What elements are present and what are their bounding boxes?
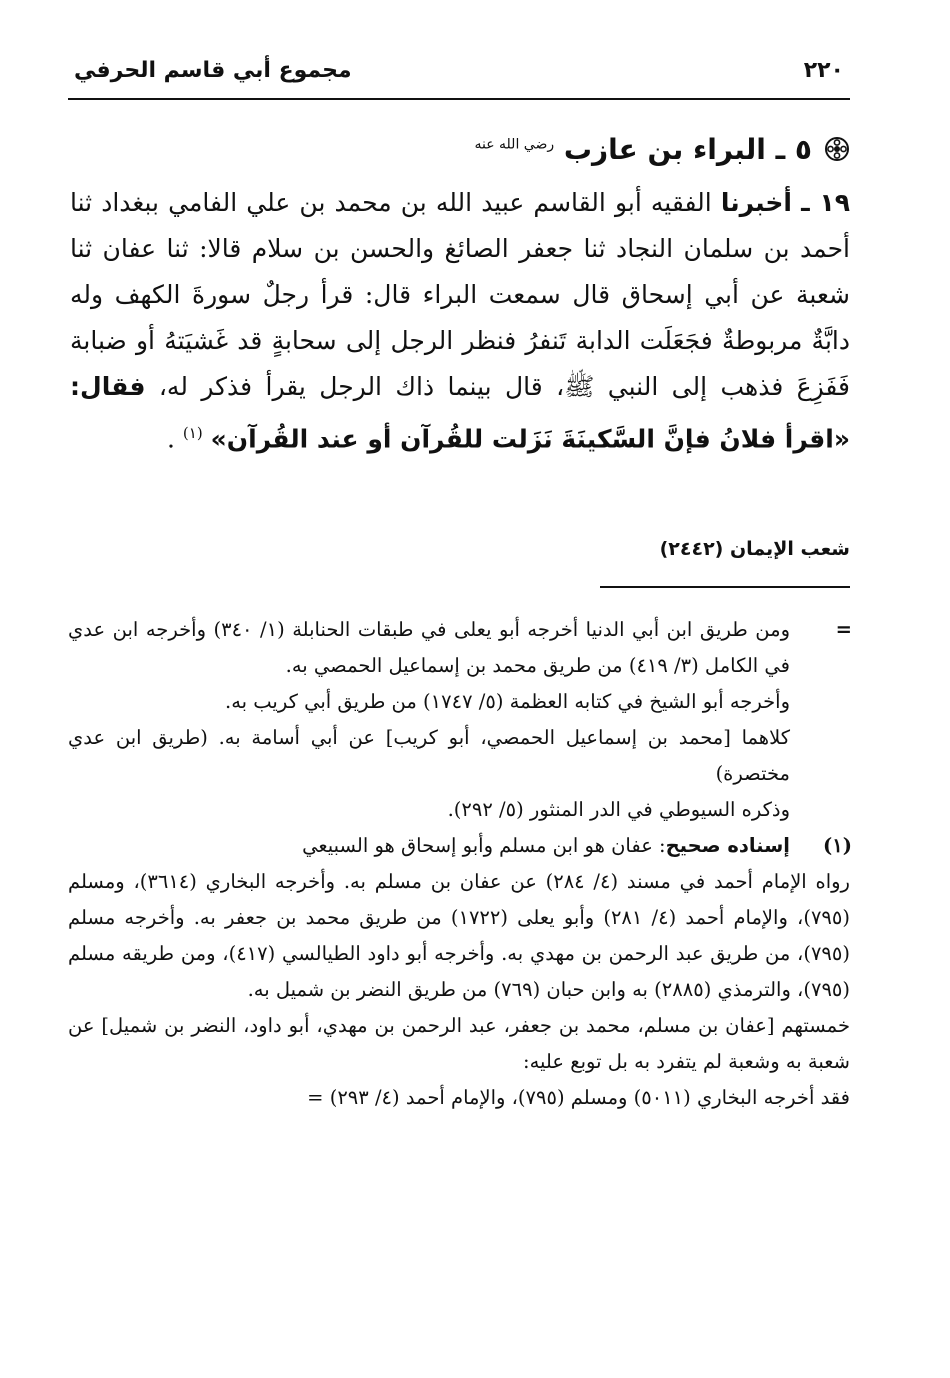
footnote-paragraph: وذكره السيوطي في الدر المنثور (٥/ ٢٩٢). — [447, 798, 790, 821]
hadith-end: . — [167, 424, 175, 454]
footnote-bold-lead: إسناده صحيح — [665, 834, 790, 857]
footnote-paragraph: رواه الإمام أحمد في مسند (٤/ ٢٨٤) عن عفان بن مسلم به. وأخرجه البخاري (٣٦١٤)، ومسلم (٧٩٥)، والإمام أحمد (٤/ ٢٨١) وأبو يعلى (١٧٢٢) من طريق محمد بن جعفر به. وأخرجه مسلم (٧٩٥)، من طريق عبد الرحمن بن مهدي به. وأخرجه أبو داود الطيالسي (٤١٧)، ومن طريقه مسلم (٧٩٥)، والترمذي (٢٨٨٥) به وابن حبان (٧٦٩) من طريق النضر بن شميل به. — [68, 870, 850, 1001]
footnotes — [68, 612, 850, 1116]
page-number: ٢٢٠ — [803, 58, 844, 83]
footnote-number: (١) — [823, 834, 852, 857]
honorific-mark: رضي الله عنه — [474, 136, 555, 153]
hadith-text — [70, 180, 850, 462]
footnote-1-body — [68, 864, 850, 1116]
footnote-paragraph: خمستهم [عفان بن مسلم، محمد بن جعفر، عبد الرحمن بن مهدي، أبو داود، النضر بن شميل] عن شعبة به وشعبة لم يتفرد به بل توبع عليه: — [68, 1014, 850, 1073]
hadith-lead: أخبرنا — [720, 188, 792, 217]
running-title: مجموع أبي قاسم الحرفي — [74, 58, 352, 83]
hadith-quote: «اقرأ فلانُ فإنَّ السَّكينَةَ نَزَلت للقُرآن أو عند القُرآن» — [210, 424, 850, 454]
hadith-body: الفقيه أبو القاسم عبيد الله بن محمد بن علي الفامي ببغداد ثنا أحمد بن سلمان النجاد ثنا جعفر الصائغ والحسن بن سلام قالا: ثنا عفان ثنا شعبة عن أبي إسحاق قال سمعت البراء قال: قرأ رجلٌ سورةَ الكهف وله دابَّةٌ مربوطةٌ فجَعَلَت الدابة تَنفرُ فنظر الرجل إلى سحابةٍ قد غَشيَتهُ أو ضبابة فَفَزِعَ فذهب إلى النبي ﷺ، قال بينما ذاك الرجل يقرأ فذكر له، — [70, 188, 850, 401]
source-reference: شعب الإيمان (٢٤٤٢) — [659, 538, 850, 560]
footnote-continuation — [68, 612, 850, 828]
section-heading — [380, 126, 850, 172]
footnote-paragraph: وأخرجه أبو الشيخ في كتابه العظمة (٥/ ١٧٤٧) من طريق أبي كريب به. — [225, 690, 790, 713]
footnote-reference: (١) — [182, 424, 203, 442]
footnote-separator — [600, 586, 850, 588]
footnote-lead-text: : عفان هو ابن مسلم وأبو إسحاق هو السبيعي — [302, 834, 666, 857]
footnote-paragraph: كلاهما [محمد بن إسماعيل الحمصي، أبو كريب] عن أبي أسامة به. (طريق ابن عدي مختصرة) — [68, 726, 790, 785]
page-header — [68, 54, 850, 100]
footnote-paragraph: ومن طريق ابن أبي الدنيا أخرجه أبو يعلى في طبقات الحنابلة (١/ ٣٤٠) وأخرجه ابن عدي في الكامل (٣/ ٤١٩) من طريق محمد بن إسماعيل الحمصي به. — [68, 618, 790, 677]
section-title: ٥ ـ البراء بن عازب — [563, 132, 812, 166]
footnote-lead — [68, 828, 790, 864]
hadith-number: ١٩ ـ — [801, 188, 851, 217]
continuation-marker: = — [835, 618, 852, 641]
flower-ornament-icon — [824, 136, 850, 162]
footnote-paragraph: فقد أخرجه البخاري (٥٠١١) ومسلم (٧٩٥)، والإمام أحمد (٤/ ٢٩٣) = — [307, 1086, 850, 1109]
hadith-fakal: فقال: — [70, 372, 146, 401]
footnote-1 — [68, 828, 850, 864]
